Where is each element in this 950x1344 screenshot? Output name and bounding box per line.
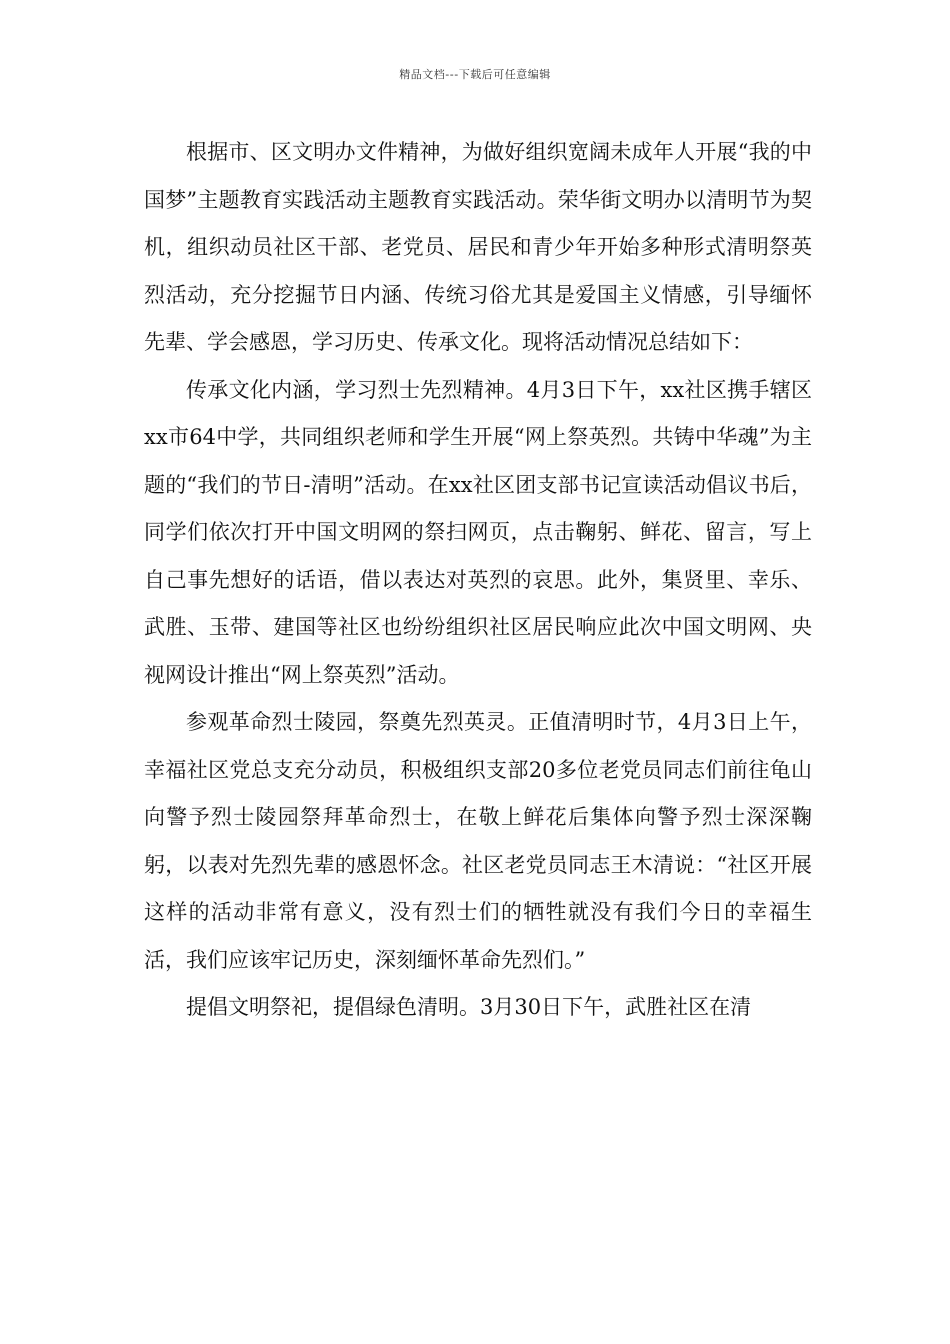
paragraph-3: 参观革命烈士陵园，祭奠先烈英灵。正值清明时节，4月3日上午，幸福社区党总支充分动员，积极组织支部20多位老党员同志们前往龟山向警予烈士陵园祭拜革命烈士，在敬上鲜花后集体向警予烈士深深鞠躬，以表对先烈先辈的感恩怀念。社区老党员同志王木清说：“社区开展这样的活动非常有意义，没有烈士们的牺牲就没有我们今日的幸福生活，我们应该牢记历史，深刻缅怀革命先烈们。” bbox=[144, 710, 812, 972]
paragraph-4: 提倡文明祭祀，提倡绿色清明。3月30日下午，武胜社区在清 bbox=[186, 995, 752, 1019]
paragraph-1: 根据市、区文明办文件精神，为做好组织宽阔未成年人开展“我的中国梦”主题教育实践活动主题教育实践活动。荣华街文明办以清明节为契机，组织动员社区干部、老党员、居民和青少年开始多种形式清明祭英烈活动，充分挖掘节日内涵、传统习俗尤其是爱国主义情感，引导缅怀先辈、学会感恩，学习历史、传承文化。现将活动情况总结如下： bbox=[144, 140, 812, 354]
document-body bbox=[144, 129, 812, 1032]
paragraph-2: 传承文化内涵，学习烈士先烈精神。4月3日下午，xx社区携手辖区xx市64中学，共同组织老师和学生开展“网上祭英烈。共铸中华魂”为主题的“我们的节日-清明”活动。在xx社区团支部书记宣读活动倡议书后，同学们依次打开中国文明网的祭扫网页，点击鞠躬、鲜花、留言，写上自己事先想好的话语，借以表达对英烈的哀思。此外，集贤里、幸乐、武胜、玉带、建国等社区也纷纷组织社区居民响应此次中国文明网、央视网设计推出“网上祭英烈”活动。 bbox=[144, 377, 812, 687]
page-header: 精品文档---下载后可任意编辑 bbox=[399, 68, 551, 81]
